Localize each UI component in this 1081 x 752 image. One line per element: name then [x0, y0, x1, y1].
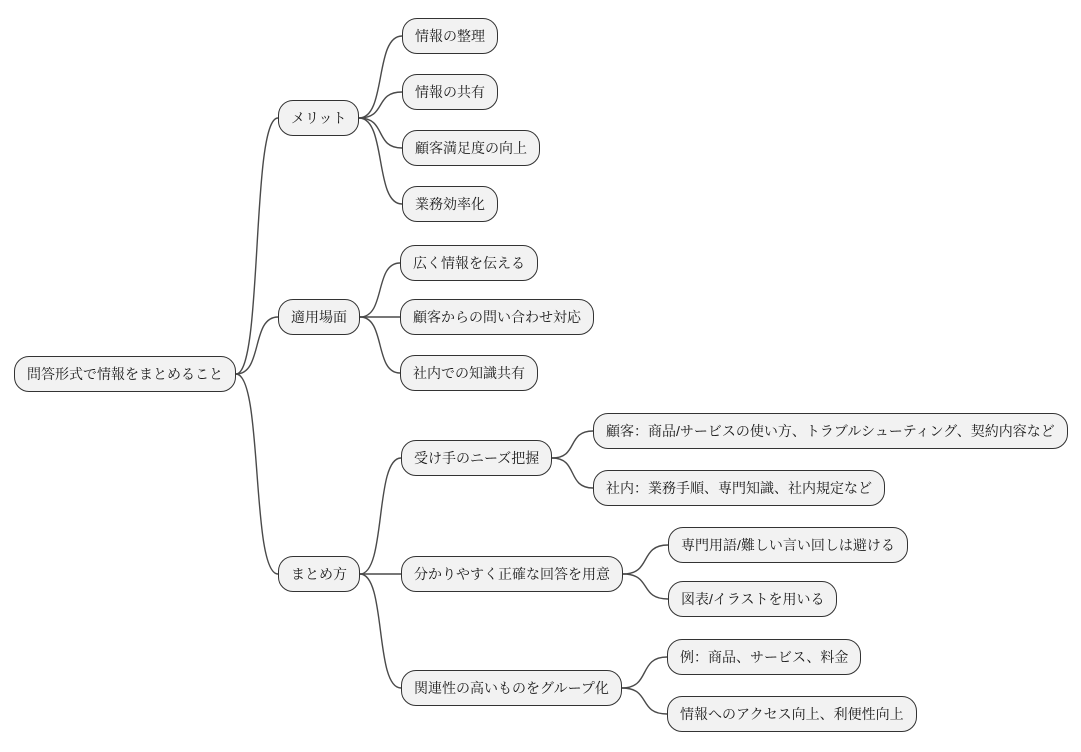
connector-line [622, 688, 667, 714]
mindmap-node-howto: まとめ方 [278, 556, 360, 592]
connector-line [236, 374, 278, 574]
connector-line [360, 263, 400, 317]
connector-line [359, 118, 402, 148]
mindmap-node-internal-knowledge: 社内での知識共有 [400, 355, 538, 391]
mindmap-node-customer-needs-detail: 顧客：商品/サービスの使い方、トラブルシューティング、契約内容など [593, 413, 1068, 449]
mindmap-node-customer-inquiry: 顧客からの問い合わせ対応 [400, 299, 594, 335]
connector-line [359, 118, 402, 204]
mindmap-node-broadcast-info: 広く情報を伝える [400, 245, 538, 281]
connector-line [359, 92, 402, 118]
connector-line [552, 458, 593, 488]
mindmap-node-internal-needs-detail: 社内：業務手順、専門知識、社内規定など [593, 470, 885, 506]
mindmap-node-use-diagrams: 図表/イラストを用いる [668, 581, 837, 617]
connector-line [360, 574, 401, 688]
connector-line [236, 317, 278, 374]
mindmap-node-merit: メリット [278, 100, 359, 136]
mindmap-node-clear-answers: 分かりやすく正確な回答を用意 [401, 556, 623, 592]
connector-line [623, 545, 668, 574]
connector-line [360, 458, 401, 574]
mindmap-node-access-improvement: 情報へのアクセス向上、利便性向上 [667, 696, 917, 732]
mindmap-node-application: 適用場面 [278, 299, 360, 335]
connector-line [236, 118, 278, 374]
mindmap-node-avoid-jargon: 専門用語/難しい言い回しは避ける [668, 527, 908, 563]
connector-line [360, 317, 400, 373]
connector-line [623, 574, 668, 599]
mindmap-node-root: 問答形式で情報をまとめること [14, 356, 236, 392]
mindmap-node-needs-grasp: 受け手のニーズ把握 [401, 440, 552, 476]
mindmap-node-customer-satisfaction: 顧客満足度の向上 [402, 130, 540, 166]
mindmap-node-grouping-example: 例：商品、サービス、料金 [667, 639, 861, 675]
mindmap-node-work-efficiency: 業務効率化 [402, 186, 498, 222]
connector-line [552, 431, 593, 458]
mindmap-node-info-share: 情報の共有 [402, 74, 498, 110]
mindmap-node-grouping: 関連性の高いものをグループ化 [401, 670, 622, 706]
connector-line [622, 657, 667, 688]
mindmap-node-info-organize: 情報の整理 [402, 18, 498, 54]
